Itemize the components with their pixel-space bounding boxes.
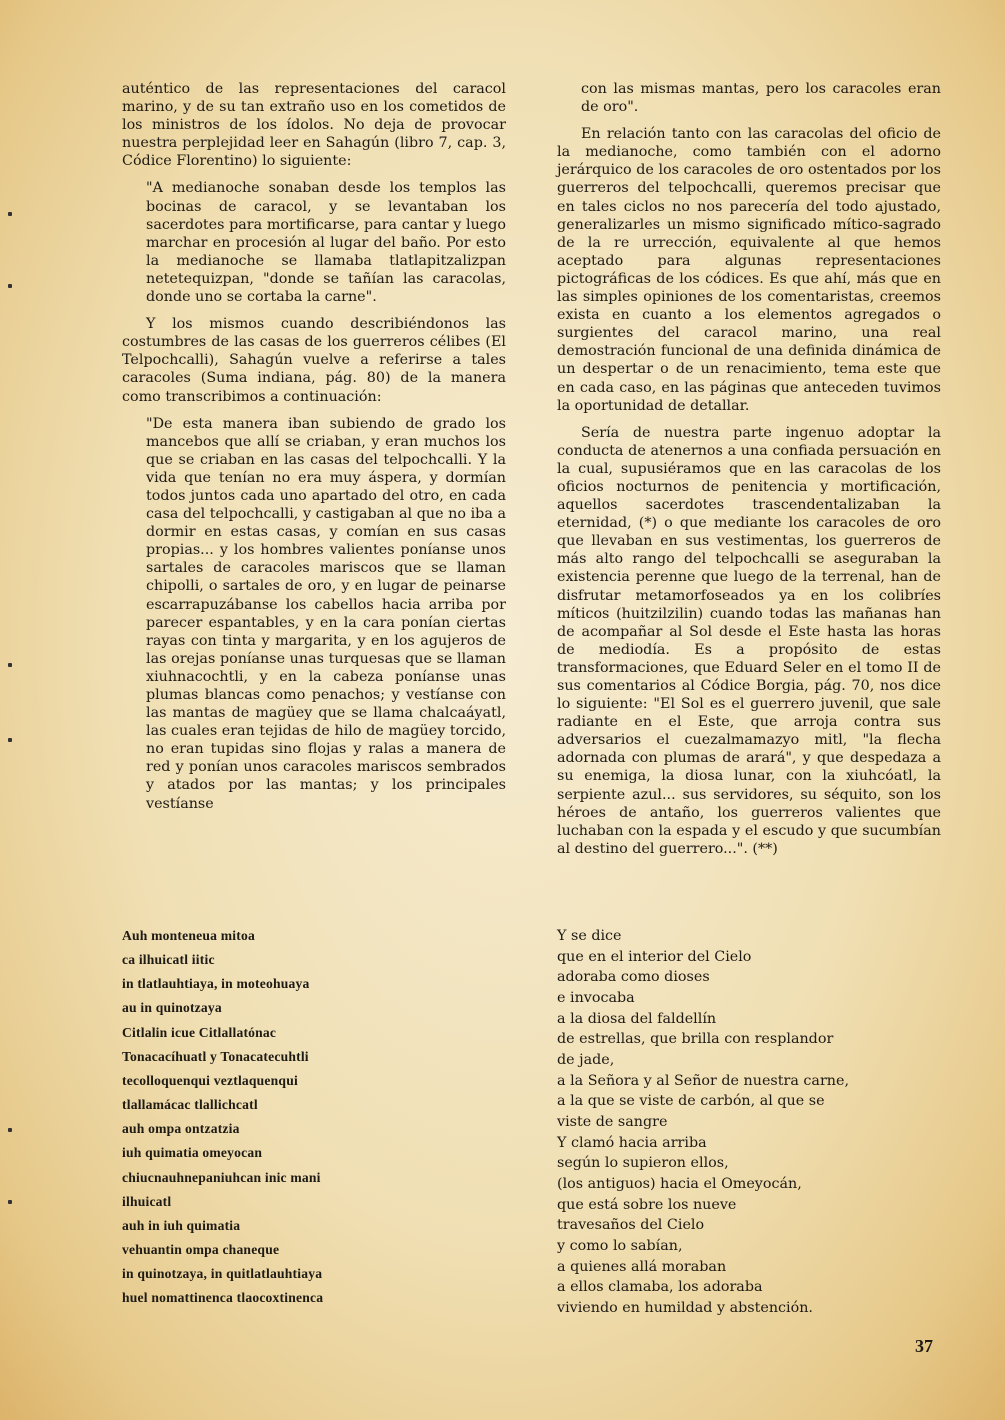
verse-line: chiucnauhnepaniuhcan inic mani bbox=[122, 1169, 321, 1185]
verse-line: Citlalin icue Citlallatónac bbox=[122, 1024, 277, 1040]
translation-line: a quienes allá moraban bbox=[557, 1258, 727, 1275]
translation-line: viste de sangre bbox=[557, 1113, 668, 1130]
verse-line: huel nomattinenca tlaocoxtinenca bbox=[122, 1290, 324, 1306]
translation-line: adoraba como dioses bbox=[557, 969, 710, 986]
verse-line: auh in iuh quimatia bbox=[122, 1217, 241, 1233]
translation-line: travesaños del Cielo bbox=[557, 1217, 705, 1234]
right-column bbox=[557, 80, 941, 867]
verse-line: Auh monteneua mitoa bbox=[122, 928, 255, 943]
block-quote-continuation: con las mismas mantas, pero los caracoles eran de oro". bbox=[581, 81, 941, 116]
paragraph: auténtico de las representaciones del caracol marino, y de su tan extraño uso en los cometidos de los ministros de los ídolos. No deja de provocar nuestra perplejidad leer en Sahagún (libro 7, cap. 3, Códice Florentino) lo siguiente: bbox=[122, 81, 506, 170]
binding-hole-mark bbox=[8, 1200, 12, 1204]
binding-hole-mark bbox=[8, 284, 12, 288]
verse-line: tlallamácac tlallichcatl bbox=[122, 1097, 258, 1113]
translation-line: según lo supieron ellos, bbox=[557, 1155, 729, 1172]
translation-line: que está sobre los nueve bbox=[557, 1196, 737, 1213]
translation-line: a la diosa del faldellín bbox=[557, 1010, 717, 1027]
verse-line: ca ilhuicatl iitic bbox=[122, 952, 215, 968]
verse-line: in tlatlauhtiaya, in moteohuaya bbox=[122, 976, 310, 992]
verse-line: in quinotzaya, in quitlatlauhtiaya bbox=[122, 1266, 323, 1282]
translation-line: a la que se viste de carbón, al que se bbox=[557, 1093, 825, 1110]
translation-line: de jade, bbox=[557, 1051, 615, 1068]
nahuatl-verse bbox=[122, 924, 532, 1311]
verse-line: auh ompa ontzatzia bbox=[122, 1121, 240, 1137]
page-number: 37 bbox=[915, 1336, 933, 1356]
block-quote: "A medianoche sonaban desde los templos las bocinas de caracol, y se levantaban los sacerdotes para mortificarse, para cantar y luego marchar en procesión al lugar del baño. Por esto la medianoche se llamaba tlatlapitzalizpan netetequizpan, "donde se tañían las caracolas, donde uno se cortaba la carne". bbox=[146, 180, 506, 306]
paragraph: Y los mismos cuando describiéndonos las costumbres de las casas de los guerreros célibes (El Telpochcalli), Sahagún vuelve a referirse a tales caracoles (Suma indiana, pág. 80) de la manera como transcribimos a continuación: bbox=[122, 316, 506, 405]
translation-line: que en el interior del Cielo bbox=[557, 948, 752, 965]
translation-line: Y se dice bbox=[557, 928, 622, 944]
binding-hole-mark bbox=[8, 738, 12, 742]
translation-line: a la Señora y al Señor de nuestra carne, bbox=[557, 1072, 849, 1089]
verse-line: au in quinotzaya bbox=[122, 1000, 222, 1016]
verse-line: ilhuicatl bbox=[122, 1193, 172, 1209]
translation-line: viviendo en humildad y abstención. bbox=[557, 1299, 813, 1316]
binding-hole-mark bbox=[8, 663, 12, 667]
spanish-translation bbox=[557, 926, 947, 1318]
translation-line: a ellos clamaba, los adoraba bbox=[557, 1279, 763, 1296]
translation-line: y como lo sabían, bbox=[557, 1237, 683, 1254]
paragraph: Sería de nuestra parte ingenuo adoptar la conducta de atenernos a una confiada persuación en la cual, supusiéramos que en las caracolas de los oficios nocturnos de penitencia y mortificación, aquellos sacerdotes trascendentalizaban la eternidad, (*) o que mediante los caracoles de oro que llevaban en sus vestimentas, los guerreros de más alto rango del telpochcalli se aseguraban la existencia perenne que luego de la terrenal, han de disfrutar metamorfoseados ya en los colibríes míticos (huitzilzilin) cuando todas las mañanas han de acompañar al Sol desde el Este hasta las horas de mediodía. Es a propósito de estas transformaciones, que Eduard Seler en el tomo II de sus comentarios al Códice Borgia, pág. 70, nos dice lo siguiente: "El Sol es el guerrero juvenil, que sale radiante en el Este, que arroja contra sus adversarios el cuezalmamazyo mitl, "la flecha adornada con plumas de arará", y que despedaza a su enemiga, la diosa lunar, con la xiuhcóatl, la serpiente azul... sus servidores, su séquito, son los héroes de antaño, los guerreros valientes que luchaban con la espada y el escudo y que sucumbían al destino del guerrero...". (**) bbox=[557, 424, 941, 857]
translation-line: Y clamó hacia arriba bbox=[557, 1134, 707, 1151]
translation-line: (los antiguos) hacia el Omeyocán, bbox=[557, 1175, 802, 1192]
verse-line: Tonacacíhuatl y Tonacatecuhtli bbox=[122, 1048, 309, 1064]
left-column bbox=[122, 80, 506, 822]
translation-line: de estrellas, que brilla con resplandor bbox=[557, 1031, 834, 1048]
verse-line: vehuantin ompa chaneque bbox=[122, 1242, 280, 1258]
translation-line: e invocaba bbox=[557, 989, 635, 1006]
verse-line: tecolloquenqui veztlaquenqui bbox=[122, 1072, 298, 1088]
verse-line: iuh quimatia omeyocan bbox=[122, 1145, 263, 1161]
paragraph: En relación tanto con las caracolas del oficio de la medianoche, como también con el adorno jerárquico de los caracoles de oro ostentados por los guerreros del telpochcalli, queremos precisar que en tales ciclos no nos parecería del todo ajustado, generalizarles un mismo significado mítico-sagrado de la re urrección, equivalente al que hemos aceptado para algunas representaciones pictográficas de los códices. Es que ahí, más que en las simples opiniones de los comentaristas, creemos exista en cuanto a los elementos agregados o surgientes del caracol marino, una real demostración funcional de una definida dinámica de un despertar o de un renacimiento, tema este que en cada caso, en las páginas que anteceden tuvimos la oportunidad de detallar. bbox=[557, 126, 941, 414]
block-quote: "De esta manera iban subiendo de grado los mancebos que allí se criaban, y eran muchos los que se criaban en las casas del telpochcalli. Y la vida que tenían no era muy áspera, y dormían todos juntos cada uno apartado del otro, en cada casa del telpochcalli, y castigaban al que no iba a dormir en estas casas, y comían en sus casas propias... y los hombres valientes poníanse unos sartales de caracoles mariscos que se llaman chipolli, o sartales de oro, y en lugar de peinarse escarrapuzábanse los cabellos hacia arriba por parecer espantables, y en la cara ponían ciertas rayas con tinta y margarita, y en los agujeros de las orejas poníanse unas turquesas que se llaman xiuhnacochtli, y en la cabeza poníanse unas plumas blancas como penachos; y vestíanse con las mantas de magüey que se llama chalcaáyatl, las cuales eran tejidas de hilo de magüey torcido, no eran tupidas sino flojas y ralas a manera de red y ponían unos caracoles mariscos sembrados y atados por las mantas; y los principales vestíanse bbox=[146, 415, 506, 812]
binding-hole-mark bbox=[8, 212, 12, 216]
binding-hole-mark bbox=[8, 1128, 12, 1132]
